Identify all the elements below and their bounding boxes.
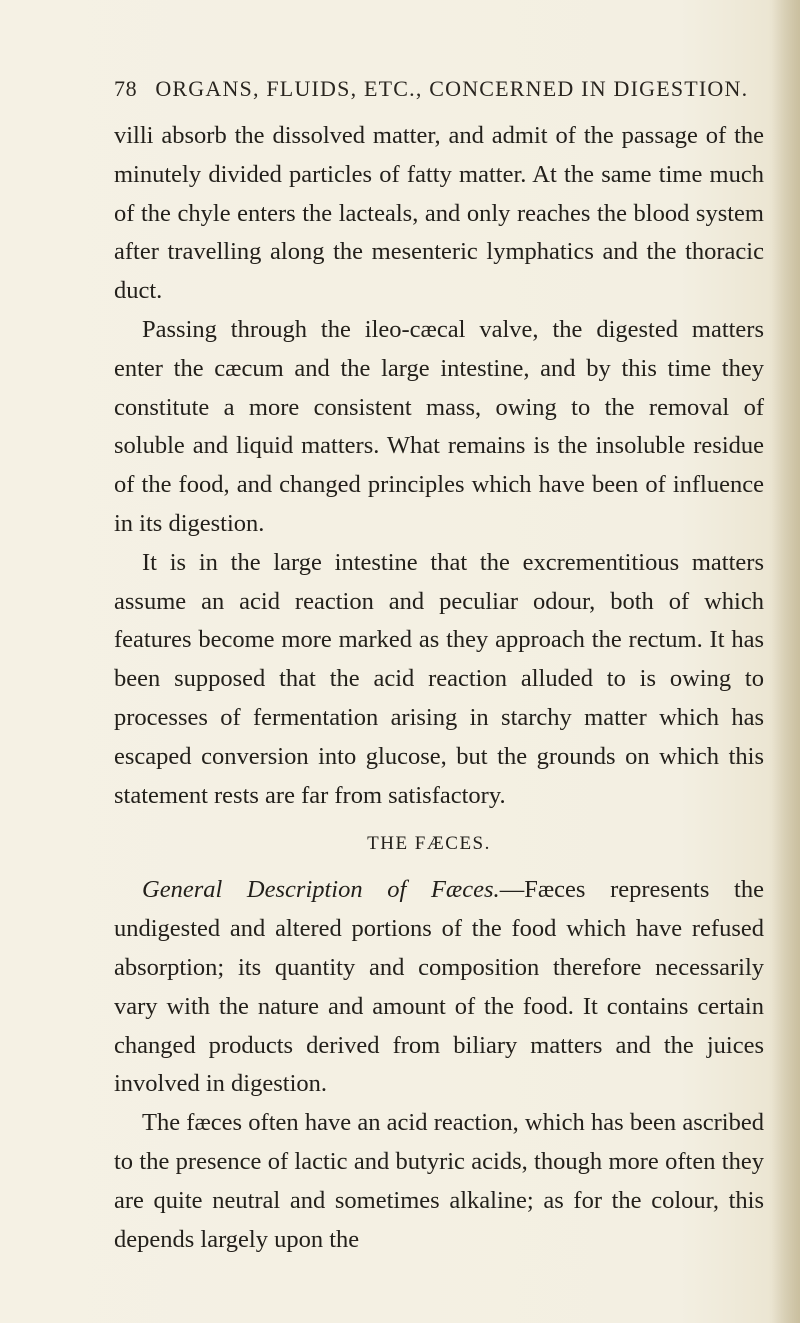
paragraph-villi: villi absorb the dissolved matter, and admit of the passage of the minutely divided particles of fatty matter. At the same time much of the chyle enters the lacteals, and only reaches the blood system after travelling along the mesenteric lymphatics and the thoracic duct. bbox=[114, 122, 764, 305]
paragraph-large-intestine: It is in the large intestine that the excrementitious matters assume an acid reaction and peculiar odour, both of which features become more marked as they approach the rectum. It has been supposed that the acid reaction alluded to is owing to processes of fermentation arising in starchy matter which has escaped conversion into glucose, but the grounds on which this statement rests are far from satisfactory. bbox=[114, 548, 764, 809]
running-title: ORGANS, FLUIDS, ETC., CONCERNED IN DIGESTION. bbox=[155, 76, 749, 101]
general-description-lead: General Description of Fæces. bbox=[142, 876, 500, 904]
body-text bbox=[114, 117, 764, 1259]
paragraph-general-description bbox=[114, 871, 764, 1104]
page-edge-shadow bbox=[772, 0, 800, 1323]
running-head bbox=[114, 76, 748, 102]
general-description-text: —Fæces represents the undigested and altered portions of the food which have refused absorption; its quantity and composition therefore necessarily vary with the nature and amount of the food. It contains certain changed products derived from biliary matters and the juices involved in digestion. bbox=[114, 876, 764, 1098]
page-number: 78 bbox=[114, 76, 138, 101]
paragraph-acid-reaction: The fæces often have an acid reaction, which has been ascribed to the presence of lactic and butyric acids, though more often they are quite neutral and sometimes alkaline; as for the colour, this depends largely upon the bbox=[114, 1109, 764, 1253]
section-heading-faeces: THE FÆCES. bbox=[367, 833, 491, 855]
paragraph-ileo-caecal: Passing through the ileo-cæcal valve, the digested matters enter the cæcum and the large intestine, and by this time they constitute a more consistent mass, owing to the removal of soluble and liquid matters. What remains is the insoluble residue of the food, and changed principles which have been of influence in its digestion. bbox=[114, 315, 764, 537]
